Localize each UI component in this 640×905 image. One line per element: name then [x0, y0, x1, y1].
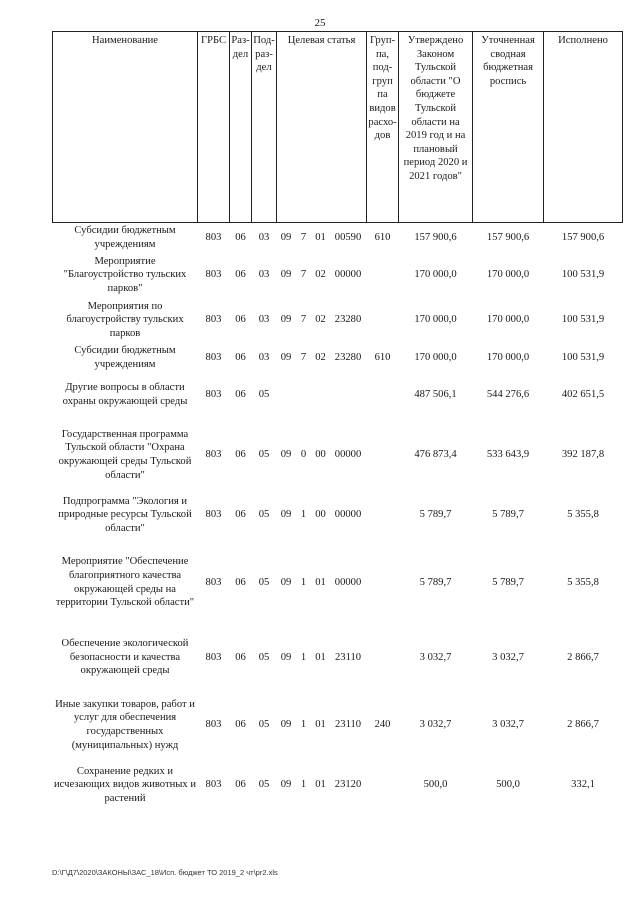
executed-amount-cell: 392 187,8: [561, 449, 605, 461]
header-target-article: Целевая статья: [277, 32, 367, 223]
target-event-cell: 01: [315, 779, 326, 791]
name-cell: Обеспечение экологической безопасности и качества окружающей среды: [61, 638, 189, 677]
target-direction-cell: 23110: [334, 719, 362, 731]
target-program-cell: 09: [280, 719, 292, 731]
podrazdel-cell: 05: [258, 449, 270, 461]
grbs-cell: 803: [205, 576, 222, 588]
expense-type-cell: [367, 493, 399, 538]
approved-amount-cell: 170 000,0: [414, 351, 457, 363]
target-subprogram-cell: [296, 373, 312, 418]
name-cell: Подпрограмма "Экология и природные ресурсы Тульской области": [58, 495, 192, 534]
podrazdel-cell: 05: [258, 576, 270, 588]
header-refined: Уточненная сводная бюджетная роспись: [473, 32, 544, 223]
razdel-cell: 06: [235, 509, 246, 521]
razdel-cell: 06: [235, 576, 246, 588]
target-subprogram-cell: 1: [300, 651, 307, 663]
target-program-cell: 09: [280, 509, 292, 521]
name-cell: Сохранение редких и исчезающих видов животных и растений: [53, 765, 196, 804]
table-row: [53, 298, 623, 343]
target-direction-cell: 23120: [334, 779, 362, 791]
podrazdel-cell: 05: [258, 719, 270, 731]
approved-amount-cell: 5 789,7: [419, 576, 452, 588]
expense-type-cell: [367, 763, 399, 808]
budget-table: [52, 31, 623, 808]
header-grbs: ГРБС: [198, 32, 230, 223]
target-subprogram-cell: 1: [300, 779, 307, 791]
target-subprogram-cell: 7: [300, 314, 307, 326]
target-subprogram-cell: 1: [300, 576, 307, 588]
target-subprogram-cell: 7: [300, 351, 307, 363]
grbs-cell: 803: [205, 449, 222, 461]
executed-amount-cell: 100 531,9: [561, 314, 605, 326]
refined-amount-cell: 170 000,0: [486, 314, 530, 326]
header-approved: Утверждено Законом Тульской области "О бюджете Тульской области на 2019 год и на плановый период 2020 и 2021 годов": [399, 32, 473, 223]
table-row: [53, 493, 623, 538]
razdel-cell: 06: [235, 719, 246, 731]
header-name: Наименование: [53, 32, 198, 223]
page-number: 25: [314, 17, 326, 29]
target-subprogram-cell: 1: [300, 509, 307, 521]
refined-amount-cell: 170 000,0: [486, 351, 530, 363]
target-subprogram-cell: 7: [300, 231, 307, 243]
target-direction-cell: 00000: [334, 509, 362, 521]
executed-amount-cell: 100 531,9: [561, 351, 605, 363]
razdel-cell: 06: [235, 449, 246, 461]
grbs-cell: 803: [205, 509, 222, 521]
grbs-cell: 803: [205, 389, 222, 401]
target-event-cell: [312, 373, 330, 418]
refined-amount-cell: 157 900,6: [486, 231, 530, 243]
approved-amount-cell: 157 900,6: [414, 231, 457, 243]
expense-type-cell: [367, 538, 399, 628]
target-event-cell: 00: [315, 449, 326, 461]
expense-type-cell: 240: [374, 719, 391, 731]
razdel-cell: 06: [235, 269, 246, 281]
executed-amount-cell: 402 651,5: [561, 389, 605, 401]
table-row: [53, 763, 623, 808]
target-program-cell: 09: [280, 314, 292, 326]
name-cell: Государственная программа Тульской области "Охрана окружающей среды Тульской области": [58, 428, 192, 481]
podrazdel-cell: 03: [258, 231, 270, 243]
grbs-cell: 803: [205, 779, 222, 791]
target-program-cell: 09: [280, 351, 292, 363]
target-program-cell: 09: [280, 779, 292, 791]
executed-amount-cell: 100 531,9: [561, 269, 605, 281]
name-cell: Мероприятия по благоустройству тульских парков: [66, 300, 184, 339]
target-subprogram-cell: 0: [300, 449, 307, 461]
header-podrazdel: Под-раз-дел: [252, 32, 277, 223]
approved-amount-cell: 476 873,4: [414, 449, 457, 461]
expense-type-cell: 610: [374, 231, 391, 243]
target-direction-cell: 23280: [334, 314, 362, 326]
name-cell: Другие вопросы в области охраны окружающей среды: [62, 382, 188, 407]
grbs-cell: 803: [205, 269, 222, 281]
target-program-cell: 09: [280, 651, 292, 663]
target-direction-cell: 00000: [334, 449, 362, 461]
target-direction-cell: 23280: [334, 351, 362, 363]
target-event-cell: 02: [315, 314, 326, 326]
target-program-cell: 09: [280, 449, 292, 461]
approved-amount-cell: 3 032,7: [419, 719, 452, 731]
target-event-cell: 00: [315, 509, 326, 521]
target-event-cell: 01: [315, 231, 326, 243]
podrazdel-cell: 03: [258, 351, 270, 363]
razdel-cell: 06: [235, 314, 246, 326]
refined-amount-cell: 170 000,0: [486, 269, 530, 281]
approved-amount-cell: 500,0: [423, 779, 448, 791]
target-direction-cell: 00590: [334, 231, 362, 243]
refined-amount-cell: 3 032,7: [492, 651, 524, 663]
name-cell: Мероприятие "Благоустройство тульских парков": [63, 255, 187, 294]
grbs-cell: 803: [205, 351, 222, 363]
razdel-cell: 06: [235, 231, 246, 243]
header-executed: Исполнено: [544, 32, 623, 223]
target-subprogram-cell: 1: [300, 719, 307, 731]
target-event-cell: 01: [315, 576, 326, 588]
expense-type-cell: [367, 628, 399, 688]
refined-amount-cell: 544 276,6: [486, 389, 530, 401]
podrazdel-cell: 03: [258, 269, 270, 281]
executed-amount-cell: 332,1: [571, 779, 595, 791]
executed-amount-cell: 157 900,6: [561, 231, 605, 243]
approved-amount-cell: 487 506,1: [414, 389, 457, 401]
header-razdel: Раз-дел: [230, 32, 252, 223]
table-row: [53, 253, 623, 298]
expense-type-cell: [367, 373, 399, 418]
podrazdel-cell: 03: [258, 314, 270, 326]
refined-amount-cell: 500,0: [496, 779, 520, 791]
expense-type-cell: [367, 418, 399, 493]
executed-amount-cell: 2 866,7: [567, 719, 599, 731]
table-row: [53, 538, 623, 628]
approved-amount-cell: 3 032,7: [419, 651, 452, 663]
approved-amount-cell: 170 000,0: [414, 314, 457, 326]
expense-type-cell: [367, 298, 399, 343]
refined-amount-cell: 3 032,7: [492, 719, 524, 731]
target-direction-cell: 00000: [334, 576, 362, 588]
refined-amount-cell: 533 643,9: [486, 449, 530, 461]
table-header-row: [53, 32, 623, 223]
table-row: [53, 223, 623, 253]
refined-amount-cell: 5 789,7: [492, 576, 524, 588]
target-direction-cell: 00000: [334, 269, 362, 281]
name-cell: Субсидии бюджетным учреждениям: [74, 225, 176, 250]
name-cell: Субсидии бюджетным учреждениям: [74, 344, 176, 370]
target-event-cell: 02: [315, 351, 326, 363]
razdel-cell: 06: [235, 351, 246, 363]
table-body: [53, 223, 623, 808]
razdel-cell: 06: [235, 389, 246, 401]
name-cell: Мероприятие "Обеспечение благоприятного качества окружающей среды на территории Тульской области": [55, 556, 195, 609]
podrazdel-cell: 05: [258, 651, 270, 663]
target-direction-cell: [330, 373, 367, 418]
podrazdel-cell: 05: [258, 509, 270, 521]
expense-type-cell: [367, 253, 399, 298]
table-row: [53, 688, 623, 763]
refined-amount-cell: 5 789,7: [492, 509, 524, 521]
target-event-cell: 02: [315, 269, 326, 281]
executed-amount-cell: 2 866,7: [567, 651, 599, 663]
grbs-cell: 803: [205, 651, 222, 663]
target-subprogram-cell: 7: [300, 269, 307, 281]
target-event-cell: 01: [315, 719, 326, 731]
podrazdel-cell: 05: [258, 389, 270, 401]
target-program-cell: 09: [280, 231, 292, 243]
target-event-cell: 01: [315, 651, 326, 663]
target-direction-cell: 23110: [334, 651, 362, 663]
table-row: [53, 343, 623, 373]
approved-amount-cell: 5 789,7: [419, 509, 452, 521]
razdel-cell: 06: [235, 651, 246, 663]
header-expense-type: Груп-па, под-груп па видов расхо-дов: [367, 32, 399, 223]
grbs-cell: 803: [205, 314, 222, 326]
approved-amount-cell: 170 000,0: [414, 269, 457, 281]
target-program-cell: [277, 373, 296, 418]
executed-amount-cell: 5 355,8: [567, 509, 599, 521]
table-row: [53, 628, 623, 688]
file-path-footer: D:\Г\Д7\2020\ЗАКОНЫ\ЗАС_18\Исп. бюджет ТО 2019_2 чт\pr2.xls: [52, 868, 278, 877]
target-program-cell: 09: [280, 576, 292, 588]
executed-amount-cell: 5 355,8: [567, 576, 599, 588]
table-row: [53, 418, 623, 493]
razdel-cell: 06: [235, 779, 246, 791]
expense-type-cell: 610: [374, 351, 391, 363]
name-cell: Иные закупки товаров, работ и услуг для обеспечения государственных (муниципальных) нужд: [55, 698, 195, 751]
table-row: [53, 373, 623, 418]
target-program-cell: 09: [280, 269, 292, 281]
grbs-cell: 803: [205, 231, 222, 243]
grbs-cell: 803: [205, 719, 222, 731]
podrazdel-cell: 05: [258, 779, 270, 791]
